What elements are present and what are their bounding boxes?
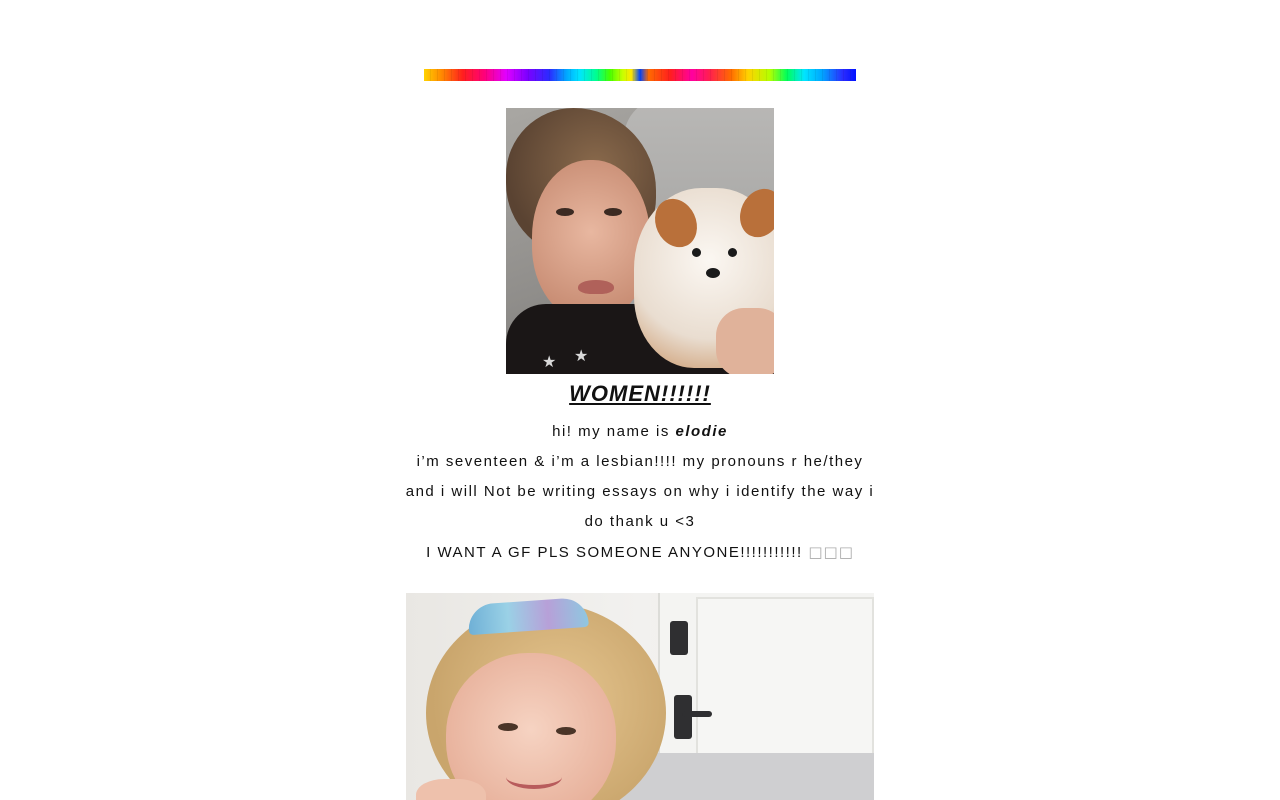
mouth — [578, 280, 614, 294]
door-handle — [682, 711, 712, 717]
smile — [506, 765, 562, 789]
bio-request-text: I WANT A GF PLS SOMEONE ANYONE!!!!!!!!!!! — [426, 544, 809, 561]
bio-line-request — [402, 537, 878, 568]
eye-left — [498, 723, 518, 731]
profile-photo-selfie-with-dog — [506, 108, 774, 374]
hand — [416, 779, 486, 800]
eye-right — [604, 208, 622, 216]
face — [532, 160, 650, 320]
dog-nose — [706, 268, 720, 278]
hand — [716, 308, 774, 374]
door-handle-plate — [674, 695, 692, 739]
bio-text — [402, 417, 878, 568]
bio-name: elodie — [675, 423, 728, 440]
door-lock-plate — [670, 621, 688, 655]
eye-right — [556, 727, 576, 735]
dog-eye-right — [728, 248, 737, 257]
page-title: WOMEN!!!!!! — [569, 381, 711, 406]
door-panel — [696, 597, 874, 761]
star-icon: ★ — [574, 346, 589, 365]
profile-photo-smiling-selfie — [406, 593, 874, 800]
dog-eye-left — [692, 248, 701, 257]
bio-name-prefix: hi! my name is — [552, 423, 676, 440]
rainbow-divider — [424, 69, 856, 81]
bio-line-name — [402, 417, 878, 447]
missing-glyph-icons: □□□ — [808, 543, 854, 561]
bio-line-about: i’m seventeen & i’m a lesbian!!!! my pronouns r he/they and i will Not be writing essays on why i identify the way i do thank u <3 — [405, 453, 875, 530]
eye-left — [556, 208, 574, 216]
star-icon: ★ — [542, 352, 557, 371]
